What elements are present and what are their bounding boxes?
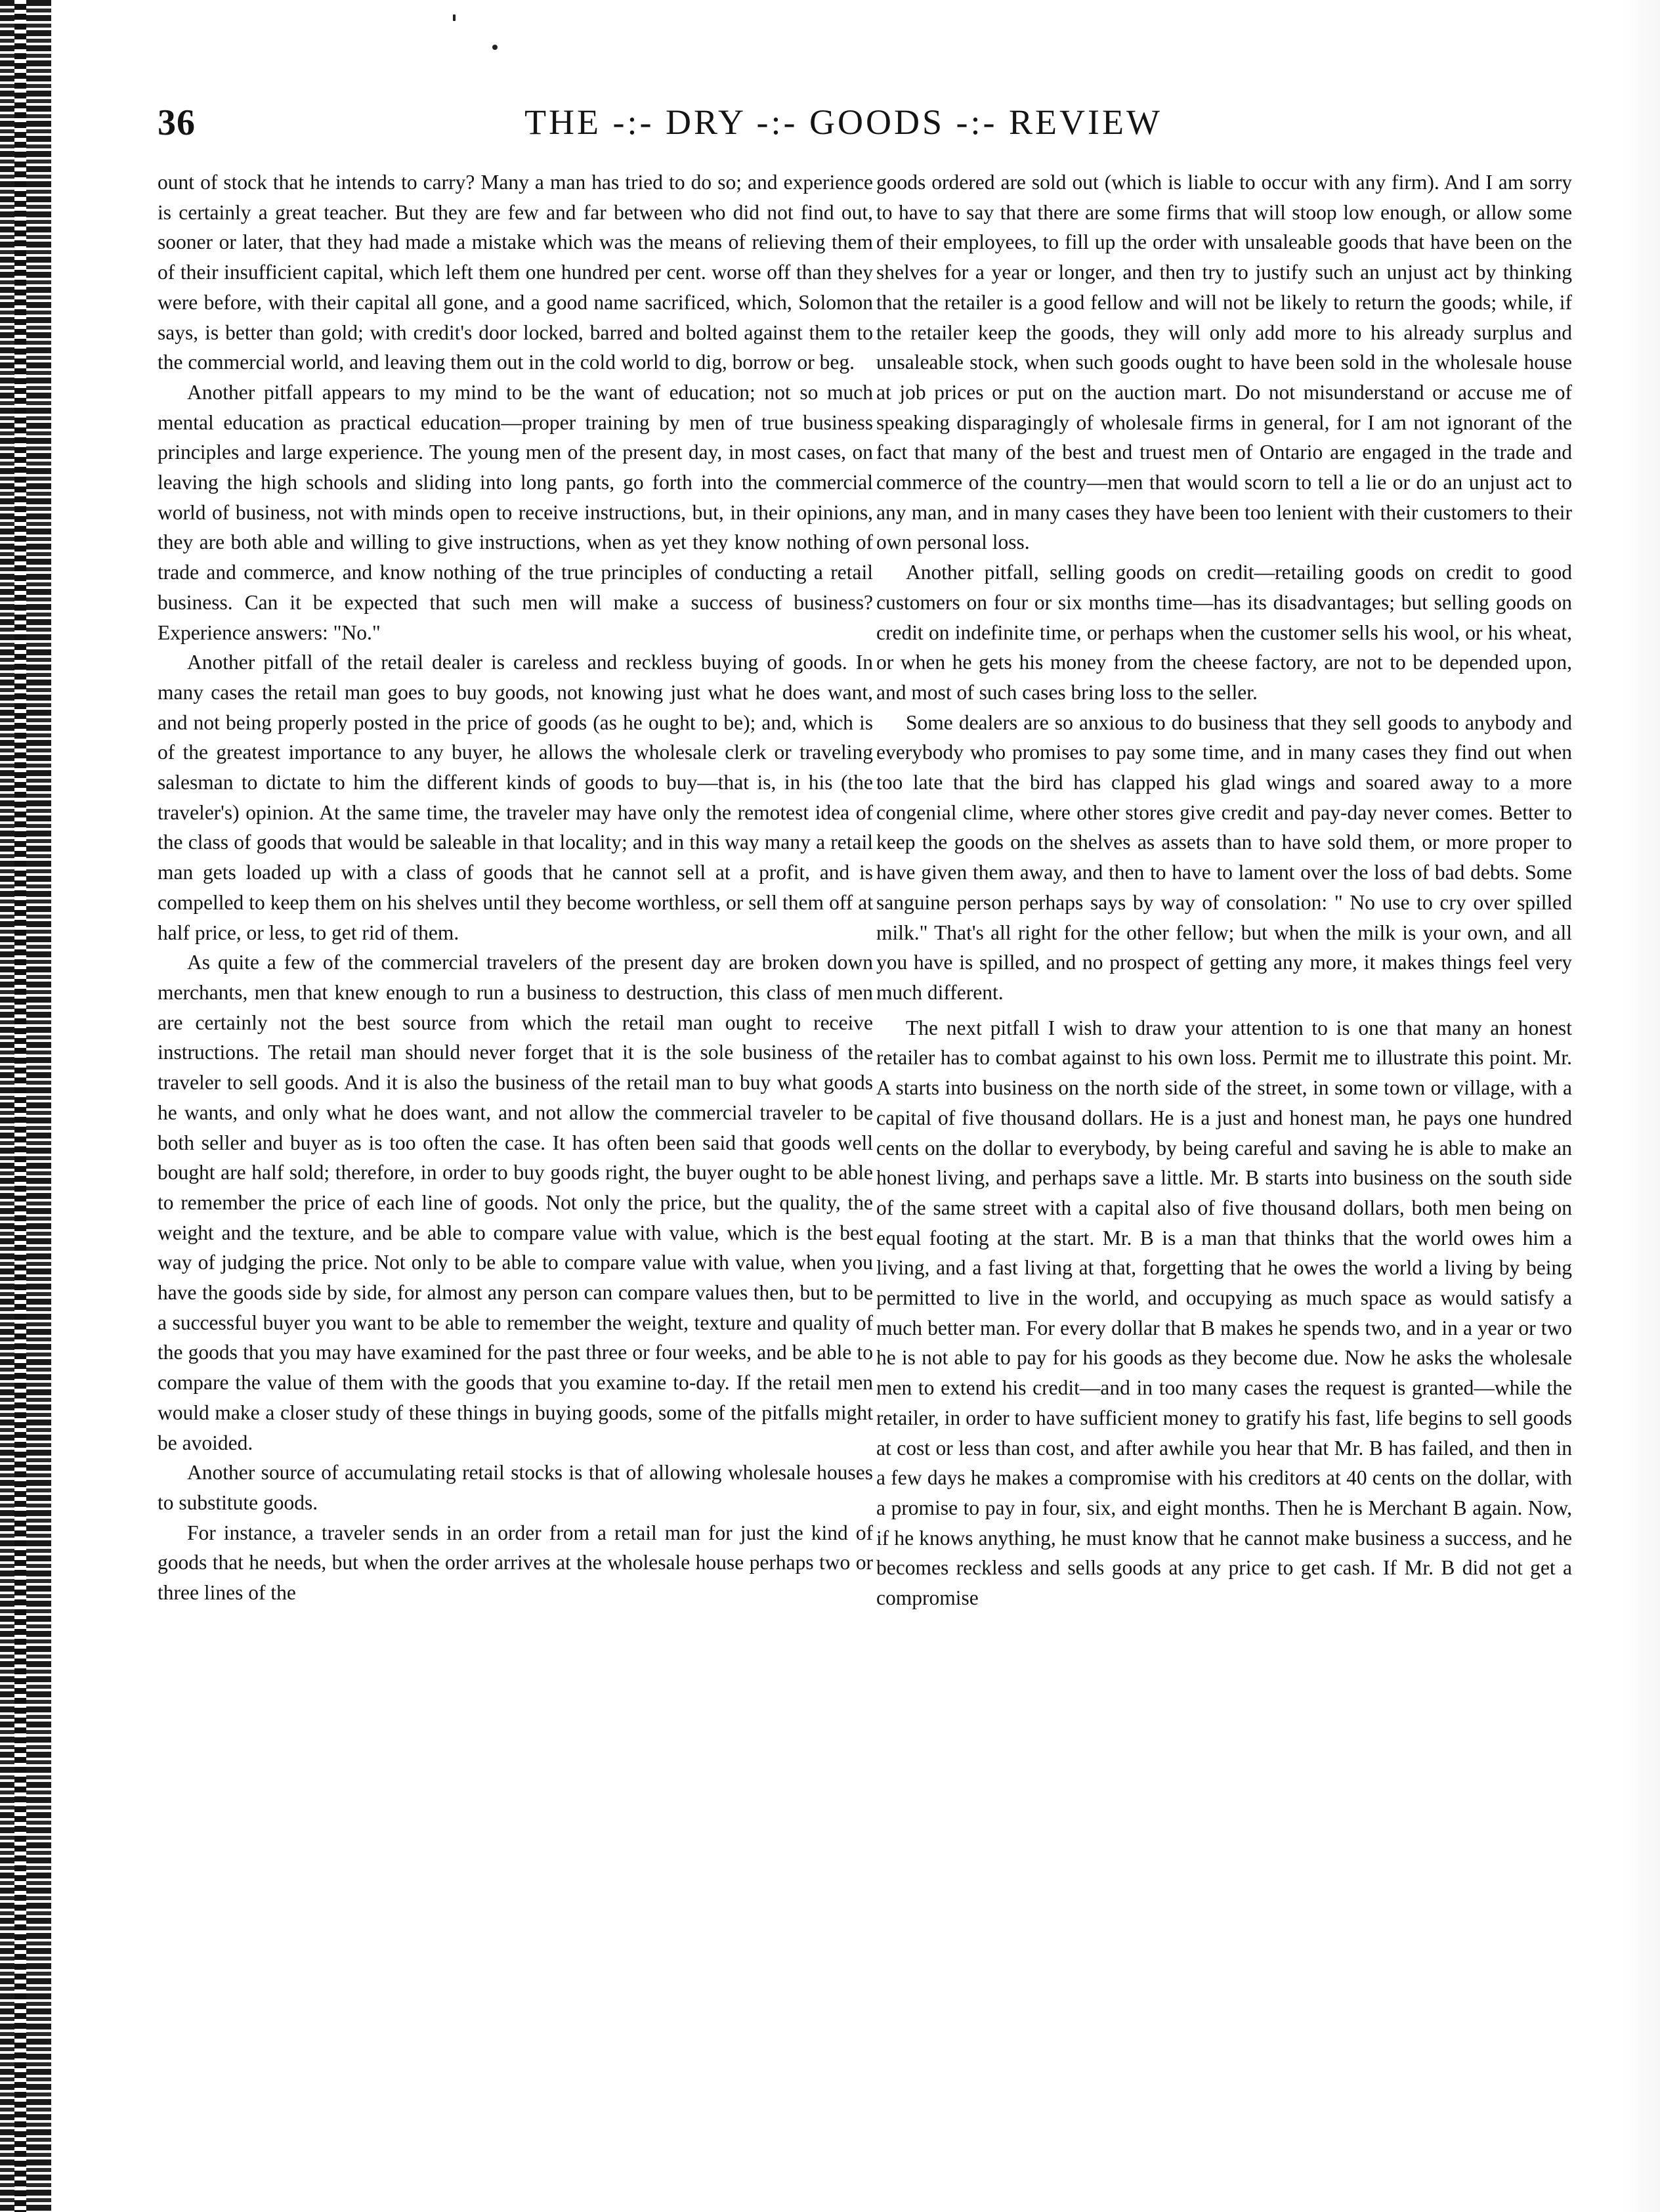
scan-speck bbox=[492, 45, 498, 50]
left-column bbox=[158, 167, 873, 1608]
paragraph: Some dealers are so anxious to do business that they sell goods to anybody and everybody who promises to pay some time, and in many cases they find out when too late that the bird has clapped his glad wings and soared away to a more congenial clime, where other stores give credit and pay-day never comes. Better to keep the goods on the shelves as assets than to have sold them, or more proper to have given them away, and then to have to lament over the loss of bad debts. Some sanguine person perhaps says by way of consolation: " No use to cry over spilled milk." That's all right for the other fellow; but when the milk is your own, and all you have is spilled, and no prospect of getting any more, it makes things feel very much different. bbox=[876, 710, 1572, 1004]
paragraph: Another pitfall of the retail dealer is careless and reckless buying of goods. In many cases the retail man goes to buy goods, not knowing just what he does want, and not being properly posted in the price of goods (as he ought to be); and, which is of the greatest importance to any buyer, he allows the wholesale clerk or traveling salesman to dictate to him the different kinds of goods to buy—that is, in his (the traveler's) opinion. At the same time, the traveler may have only the remotest idea of the class of goods that would be saleable in that locality; and in this way many a retail man gets loaded up with a class of goods that he cannot sell at a profit, and is compelled to keep them on his shelves until they become worthless, or sell them off at half price, or less, to get rid of them. bbox=[158, 651, 873, 944]
page-header bbox=[131, 102, 1556, 154]
paragraph: ount of stock that he intends to carry? Many a man has tried to do so; and experience is certainly a great teacher. But they are few and far between who did not find out, sooner or later, that they had made a mistake which was the means of relieving them of their insufficient capital, which left them one hundred per cent. worse off than they were before, with their capital all gone, and a good name sacrificed, which, Solomon says, is better than gold; with credit's door locked, barred and bolted against them to the commercial world, and leaving them out in the cold world to dig, borrow or beg. bbox=[158, 171, 873, 374]
paragraph: Another pitfall appears to my mind to be the want of education; not so much mental education as practical education—proper training by men of true business principles and large experience. The young men of the present day, in most cases, on leaving the high schools and sliding into long pants, go forth into the commercial world of business, not with minds open to receive instructions, but, in their opinions, they are both able and willing to give instructions, when as yet they know nothing of trade and commerce, and know nothing of the true principles of conducting a retail business. Can it be expected that such men will make a success of business? Experience answers: "No." bbox=[158, 380, 873, 644]
page-edge-shade bbox=[1621, 0, 1660, 2212]
paragraph: As quite a few of the commercial travelers of the present day are broken down merchants, men that knew enough to run a business to destruction, this class of men are certainly not the best source from which the retail man ought to receive instructions. The retail man should never forget that it is the sole business of the traveler to sell goods. And it is also the business of the retail man to buy what goods he wants, and only what he does want, and not allow the commercial traveler to be both seller and buyer as is too often the case. It has often been said that goods well bought are half sold; therefore, in order to buy goods right, the buyer ought to be able to remember the price of each line of goods. Not only the price, but the quality, the weight and the texture, and be able to compare value with value, which is the best way of judging the price. Not only to be able to compare value with value, when you have the goods side by side, for almost any person can compare values then, but to be a successful buyer you want to be able to remember the weight, texture and quality of the goods that you may have examined for the past three or four weeks, and be able to compare the value of them with the goods that you examine to-day. If the retail men would make a closer study of these things in buying goods, some of the pitfalls might be avoided. bbox=[158, 951, 873, 1454]
paragraph: The next pitfall I wish to draw your attention to is one that many an honest retailer has to combat against to his own loss. Permit me to illustrate this point. Mr. A starts into business on the north side of the street, in some town or village, with a capital of five thousand dollars. He is a just and honest man, he pays one hundred cents on the dollar to everybody, by being careful and saving he is able to make an honest living, and perhaps save a little. Mr. B starts into business on the south side of the same street with a capital also of five thousand dollars, both men being on equal footing at the start. Mr. B is a man that thinks that the world owes him a living, and a fast living at that, forgetting that he owes the world a living by being permitted to live in the world, and occupying as much space as would satisfy a much better man. For every dollar that B makes he spends two, and in a year or two he is not able to pay for his goods as they become due. Now he asks the wholesale men to extend his credit—and in too many cases the request is granted—while the retailer, in order to have sufficient money to gratify his fast, life begins to sell goods at cost or less than cost, and after awhile you hear that Mr. B has failed, and then in a few days he makes a compromise with his creditors at 40 cents on the dollar, with a promise to pay in four, six, and eight months. Then he is Merchant B again. Now, if he knows anything, he must know that he cannot make business a success, and he becomes reckless and sells goods at any price to get cash. If Mr. B did not get a compromise bbox=[876, 1016, 1572, 1610]
page-number: 36 bbox=[158, 102, 196, 143]
running-title: THE -:- DRY -:- GOODS -:- REVIEW bbox=[524, 102, 1162, 142]
right-column bbox=[876, 167, 1572, 1613]
scan-speck bbox=[453, 14, 456, 21]
paragraph: goods ordered are sold out (which is liable to occur with any firm). And I am sorry to have to say that there are some firms that will stoop low enough, or allow some of their employees, to fill up the order with unsaleable goods that have been on the shelves for a year or longer, and then try to justify such an unjust act by thinking that the retailer is a good fellow and will not be likely to return the goods; while, if the retailer keep the goods, they will only add more to his already surplus and unsaleable stock, when such goods ought to have been sold in the wholesale house at job prices or put on the auction mart. Do not misunderstand or accuse me of speaking disparagingly of wholesale firms in general, for I am not ignorant of the fact that many of the best and truest men of Ontario are engaged in the trade and commerce of the country—men that would scorn to tell a lie or do an unjust act to any man, and in many cases they have been too lenient with their customers to their own personal loss. bbox=[876, 171, 1572, 554]
paragraph: For instance, a traveler sends in an order from a retail man for just the kind of goods that he needs, but when the order arrives at the wholesale house perhaps two or three lines of the bbox=[158, 1521, 873, 1605]
scan-binding-shadow bbox=[14, 0, 26, 2212]
paragraph: Another source of accumulating retail stocks is that of allowing wholesale houses to substitute goods. bbox=[158, 1461, 873, 1514]
paragraph: Another pitfall, selling goods on credit—retailing goods on credit to good customers on four or six months time—has its disadvantages; but selling goods on credit on indefinite time, or perhaps when the customer sells his wool, or his wheat, or when he gets his money from the cheese factory, are not to be depended upon, and most of such cases bring loss to the seller. bbox=[876, 561, 1572, 704]
scan-binding-edge bbox=[0, 0, 51, 2212]
